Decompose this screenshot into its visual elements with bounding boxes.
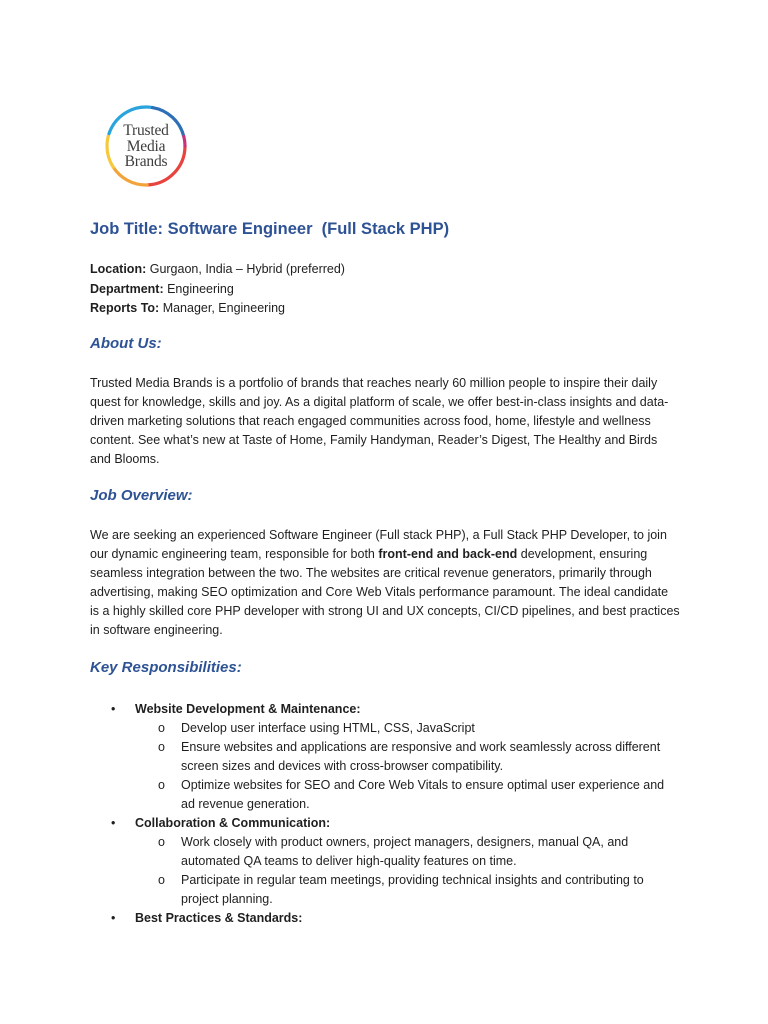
item-line: automated QA teams to deliver high-quality features on time. [181, 854, 517, 868]
circle-bullet-icon: o [158, 740, 165, 754]
paragraph-line: content. See what’s new at Taste of Home, Family Handyman, Reader’s Digest, The Healthy and Birds [90, 433, 658, 447]
list-item [90, 814, 710, 833]
paragraph-line: in software engineering. [90, 623, 223, 637]
group-title: Best Practices & Standards: [135, 911, 303, 925]
logo-line: Media [126, 137, 166, 155]
paragraph-line: quest for knowledge, skills and joy. As a digital platform of scale, we offer best-in-class insights and data- [90, 395, 669, 409]
paragraph-line: seamless integration between the two. The websites are critical revenue generators, primarily through [90, 566, 652, 580]
logo-wordmark [104, 123, 188, 170]
logo-line: Trusted [123, 122, 169, 139]
item-line: Participate in regular team meetings, providing technical insights and contributing to [181, 873, 644, 887]
sub-list-item [90, 833, 710, 871]
about-heading: About Us: [90, 335, 162, 352]
paragraph-line: is a highly skilled core PHP developer with strong UI and UX concepts, CI/CD pipelines, and best practices [90, 604, 680, 618]
sub-list-item [90, 776, 710, 814]
job-title: Job Title: Software Engineer (Full Stack PHP) [90, 220, 450, 238]
item-line: Work closely with product owners, project managers, designers, manual QA, and [181, 835, 629, 849]
paragraph-line: Trusted Media Brands is a portfolio of brands that reaches nearly 60 million people to inspire their daily [90, 376, 658, 390]
about-paragraph [90, 374, 690, 469]
logo-line: Brands [124, 153, 168, 170]
reports-to-label: Reports To: [90, 301, 160, 315]
paragraph-line: advertising, making SEO optimization and Core Web Vitals performance paramount. The ideal candidate [90, 585, 669, 599]
location-value: Gurgaon, India – Hybrid (preferred) [146, 262, 345, 276]
overview-paragraph [90, 526, 690, 640]
line-text: development, ensuring [517, 547, 648, 561]
bullet-icon: • [111, 702, 116, 716]
reports-to-value: Manager, Engineering [159, 301, 285, 315]
paragraph-line: We are seeking an experienced Software Engineer (Full stack PHP), a Full Stack PHP Developer, to join [90, 528, 667, 542]
item-line: Develop user interface using HTML, CSS, JavaScript [181, 721, 475, 735]
sub-list-item [90, 871, 710, 909]
job-meta [90, 260, 345, 319]
responsibilities-list [90, 700, 710, 928]
department-value: Engineering [163, 281, 234, 296]
paragraph-line: and Blooms. [90, 452, 160, 466]
item-line: Ensure websites and applications are responsive and work seamlessly across different [181, 740, 661, 754]
group-title: Collaboration & Communication: [135, 816, 331, 830]
item-line: project planning. [181, 892, 273, 906]
sub-list-item [90, 719, 710, 738]
bullet-icon: • [111, 911, 116, 925]
group-title: Website Development & Maintenance: [135, 702, 361, 716]
paragraph-line [90, 545, 690, 564]
line-text: our dynamic engineering team, responsible for both [90, 547, 379, 561]
list-item [90, 700, 710, 719]
circle-bullet-icon: o [158, 721, 165, 735]
item-line: Optimize websites for SEO and Core Web Vitals to ensure optimal user experience and [181, 778, 665, 792]
circle-bullet-icon: o [158, 778, 165, 792]
responsibilities-heading: Key Responsibilities: [90, 659, 242, 676]
overview-heading: Job Overview: [90, 487, 193, 504]
location-row [90, 260, 345, 280]
bullet-icon: • [111, 816, 116, 830]
sub-list-item [90, 738, 710, 776]
location-label: Location: [90, 262, 147, 276]
item-line: screen sizes and devices with cross-browser compatibility. [181, 759, 504, 773]
circle-bullet-icon: o [158, 835, 165, 849]
circle-bullet-icon: o [158, 873, 165, 887]
reports-to-row [90, 299, 345, 319]
emphasis-text: front-end and back-end [378, 547, 518, 561]
department-label: Department: [90, 281, 164, 296]
item-line: ad revenue generation. [181, 797, 310, 811]
list-item [90, 909, 710, 928]
trusted-media-brands-logo [104, 104, 188, 188]
paragraph-line: driven marketing solutions that reach engaged communities across food, home, lifestyle and wellness [90, 414, 651, 428]
department-row [90, 280, 345, 300]
